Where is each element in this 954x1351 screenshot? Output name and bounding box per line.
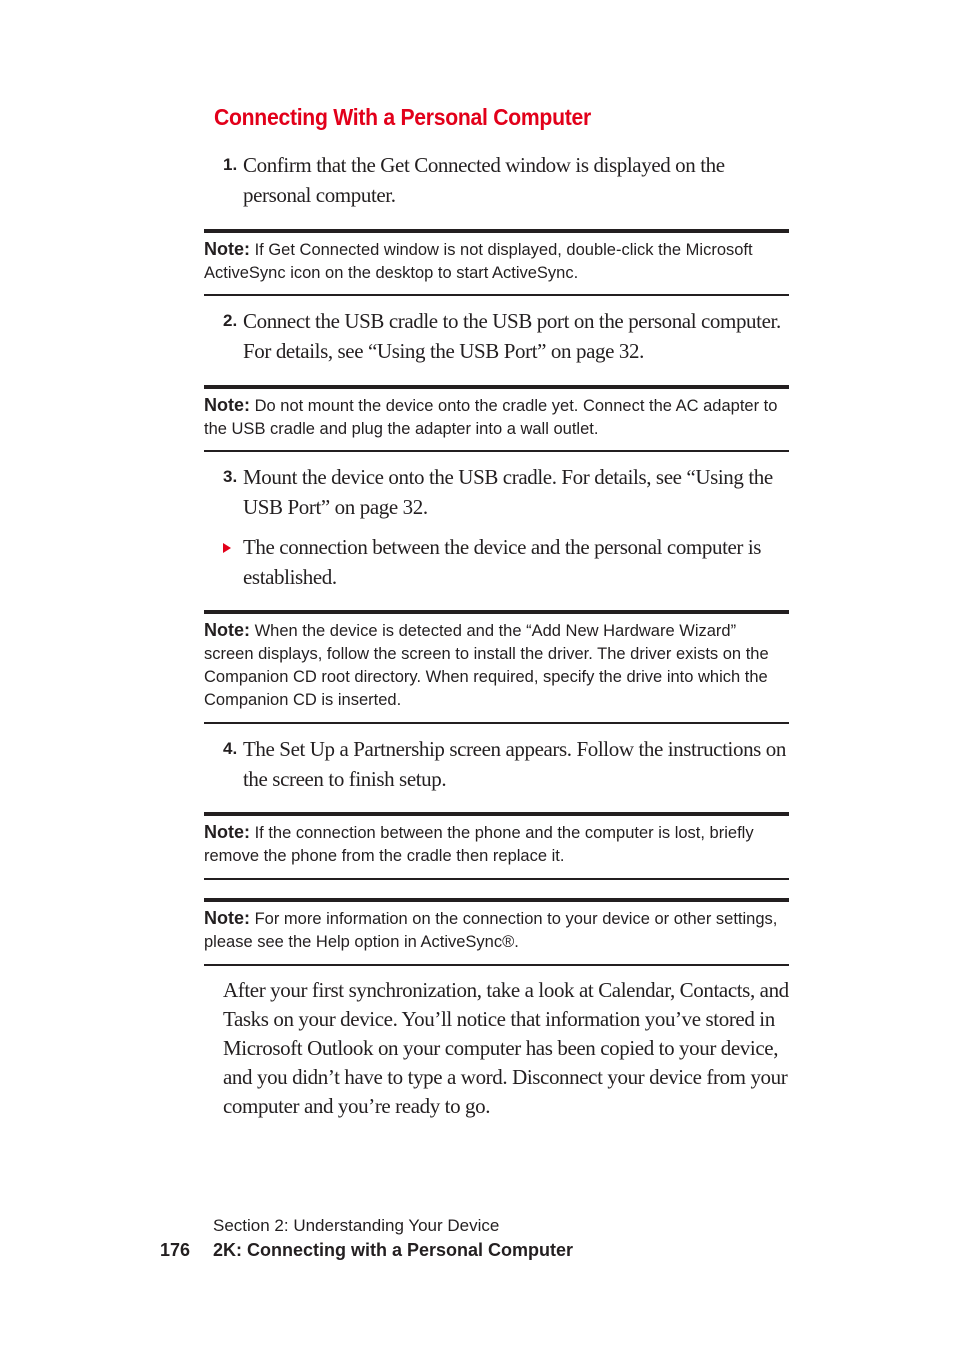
result-text: The connection between the device and the personal computer is established. [243,535,762,589]
note-text: Do not mount the device onto the cradle yet. Connect the AC adapter to the USB cradle and plug the adapter into a wall outlet. [204,397,778,438]
note-text: If Get Connected window is not displayed, double-click the Microsoft ActiveSync icon on the desktop to start ActiveSync. [204,241,753,282]
note-box [204,812,789,880]
step-2 [223,306,789,366]
note-label: Note: [204,908,250,928]
step-number: 3. [223,467,238,486]
note-label: Note: [204,822,250,842]
closing-paragraph: After your first synchronization, take a look at Calendar, Contacts, and Tasks on your device. You’ll notice that information you’ve stored in Microsoft Outlook on your computer has been copied to your device, and you didn’t have to type a word. Disconnect your device from your computer and you’re ready to go. [223,978,789,1118]
note-text: For more information on the connection to your device or other settings, please see the Help option in ActiveSync®. [204,910,778,951]
note-label: Note: [204,395,250,415]
step-text: The Set Up a Partnership screen appears. Follow the instructions on the screen to finish setup. [243,737,786,791]
note-box [204,229,789,296]
step-3 [223,462,789,522]
page-title: Connecting With a Personal Computer [214,104,591,130]
result-arrow-icon [223,543,231,553]
note-text: If the connection between the phone and the computer is lost, briefly remove the phone from the cradle then replace it. [204,824,754,865]
step-result [223,532,789,592]
step-number: 1. [223,155,238,174]
step-number: 4. [223,739,238,758]
note-label: Note: [204,239,250,259]
note-text: When the device is detected and the “Add New Hardware Wizard” screen displays, follow the screen to install the driver. The driver exists on the Companion CD root directory. When required, specify the drive into which the Companion CD is inserted. [204,622,769,709]
step-text: Mount the device onto the USB cradle. For details, see “Using the USB Port” on page 32. [243,465,773,519]
step-4 [223,734,789,794]
footer-chapter: 2K: Connecting with a Personal Computer [213,1240,574,1260]
page-number: 176 [160,1240,191,1260]
step-number: 2. [223,311,238,330]
step-text: Confirm that the Get Connected window is displayed on the personal computer. [243,153,725,207]
step-1 [223,150,789,210]
footer-section: Section 2: Understanding Your Device [213,1216,500,1235]
note-label: Note: [204,620,250,640]
step-text: Connect the USB cradle to the USB port on the personal computer. For details, see “Using the USB Port” on page 32. [243,309,781,363]
note-box [204,385,789,452]
note-box [204,898,789,966]
note-box [204,610,789,724]
